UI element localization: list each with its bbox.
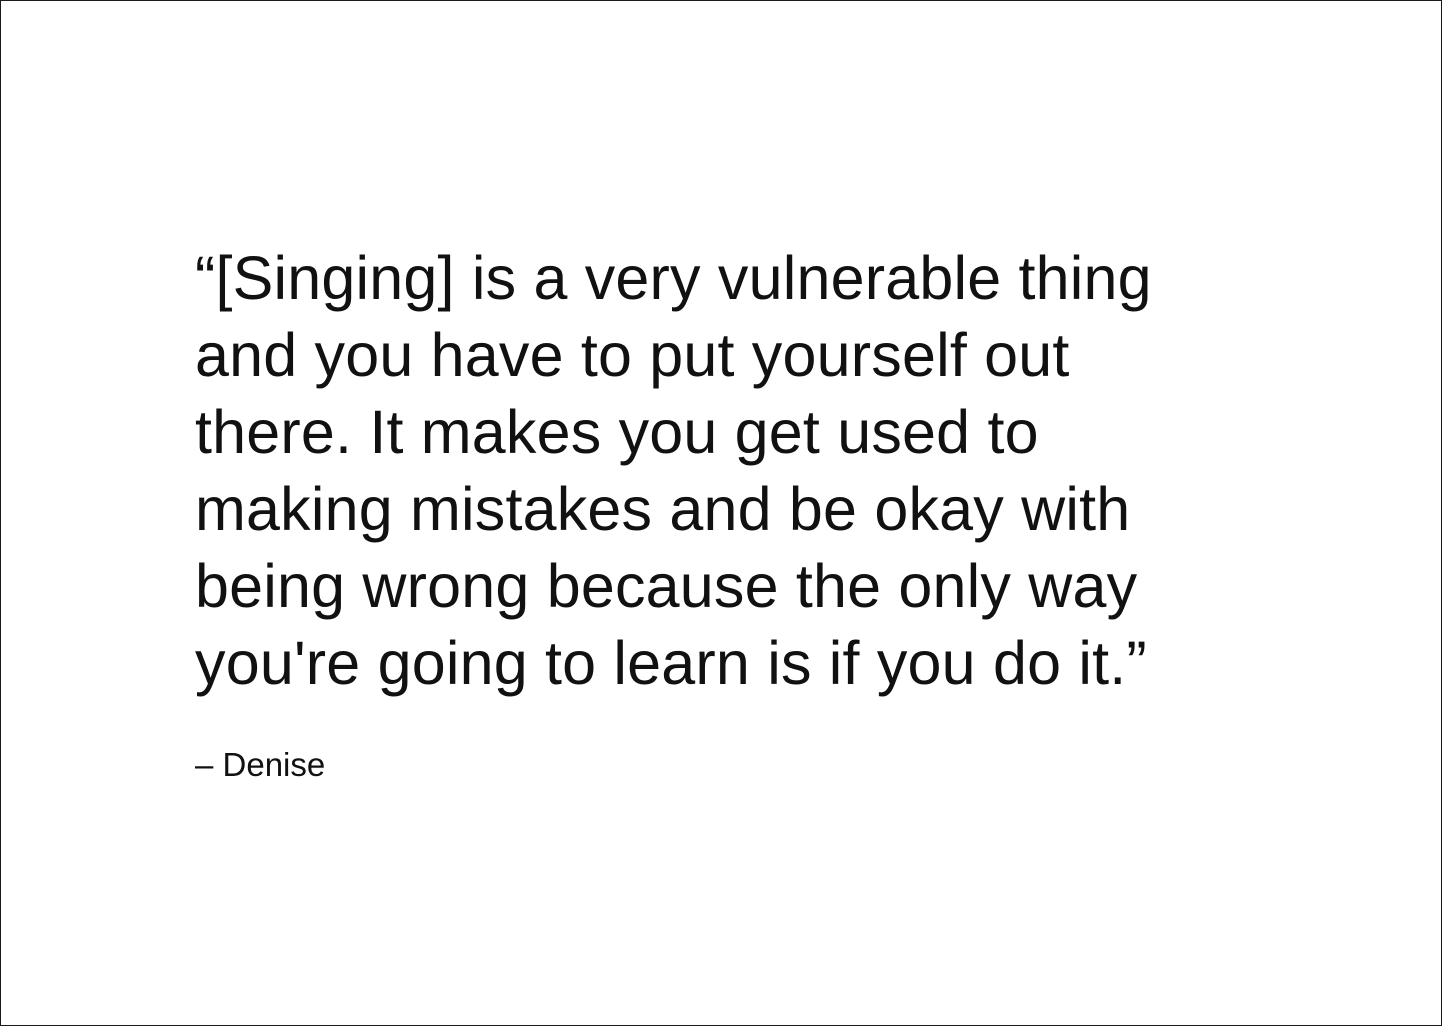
quote-attribution: – Denise bbox=[195, 746, 326, 783]
quote-line: you're going to learn is if you do it.” bbox=[195, 629, 1147, 697]
quote-line: “[Singing] is a very vulnerable thing bbox=[195, 244, 1152, 312]
quote-text bbox=[195, 240, 1355, 702]
quote-line: being wrong because the only way bbox=[195, 552, 1138, 620]
quote-block bbox=[195, 240, 1355, 785]
quote-line: there. It makes you get used to bbox=[195, 398, 1039, 466]
quote-line: and you have to put yourself out bbox=[195, 321, 1070, 389]
quote-line: making mistakes and be okay with bbox=[195, 475, 1131, 543]
